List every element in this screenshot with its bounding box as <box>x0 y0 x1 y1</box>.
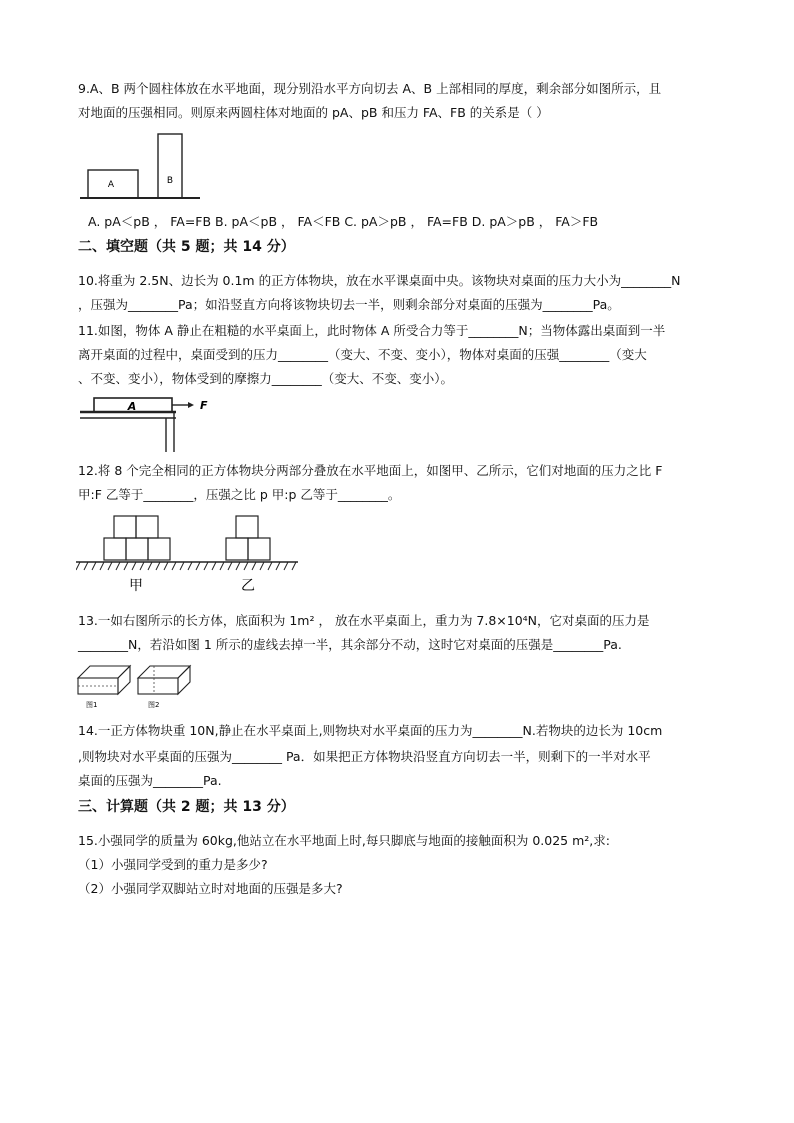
q12-jia-block <box>148 538 170 560</box>
q9-cylinder-b <box>158 134 182 198</box>
section2-title: 二、填空题（共 5 题；共 14 分） <box>78 239 295 255</box>
q13-fig2-top <box>138 666 190 678</box>
q11-line-2: 离开桌面的过程中，桌面受到的压力________（变大、不变、变小），物体对桌面的压强________（变大 <box>78 347 647 362</box>
q11-arrow-head <box>188 402 194 408</box>
q15-line-2: （1）小强同学受到的重力是多少? <box>78 857 268 872</box>
q10-line-1: 10.将重为 2.5N、边长为 0.1m 的正方体物块，放在水平课桌面中央。该物块对桌面的压力大小为________N <box>78 273 681 288</box>
q12-jia-block <box>136 516 158 538</box>
q12-line-2: 甲:F 乙等于________，压强之比 p 甲:p 乙等于________。 <box>78 487 401 502</box>
q10-line-2: ，压强为________Pa；如沿竖直方向将该物块切去一半，则剩余部分对桌面的压强为________Pa。 <box>78 297 620 312</box>
q11-line-3: 、不变、变小），物体受到的摩擦力________（变大、不变、变小）。 <box>78 371 454 386</box>
q11-line-1: 11.如图，物体 A 静止在粗糙的水平桌面上，此时物体 A 所受合力等于________N；当物体露出桌面到一半 <box>78 323 666 338</box>
q9-line-2: 对地面的压强相同。则原来两圆柱体对地面的 pA、pB 和压力 FA、FB 的关系是（ ） <box>78 105 549 120</box>
q13-fig1-top <box>78 666 130 678</box>
section3-title: 三、计算题（共 2 题；共 13 分） <box>78 799 295 815</box>
q14-line-1: 14.一正方体物块重 10N,静止在水平桌面上,则物块对水平桌面的压力为________N.若物块的边长为 10cm <box>78 723 663 738</box>
q13-fig2-side <box>178 666 190 694</box>
q13-fig1-label: 图1 <box>86 701 98 709</box>
q12-label-yi: 乙 <box>241 578 255 594</box>
q14-line-3: 桌面的压强为________Pa. <box>78 773 222 788</box>
q12-jia-block <box>104 538 126 560</box>
q13-fig1-side <box>118 666 130 694</box>
q13-fig2-front <box>138 678 178 694</box>
q11-figure <box>80 394 210 454</box>
q9-line-1: 9.A、B 两个圆柱体放在水平地面，现分别沿水平方向切去 A、B 上部相同的厚度，剩余部分如图所示，且 <box>78 81 662 96</box>
q11-label-a: A <box>127 400 137 413</box>
q9-options: A. pA＜pB ， FA=FB B. pA＜pB ， FA＜FB C. pA＞pB ， FA=FB D. pA＞pB ， FA＞FB <box>88 214 599 229</box>
q13-fig2-label: 图2 <box>148 701 160 709</box>
q11-label-f: F <box>200 399 208 412</box>
q12-label-jia: 甲 <box>129 578 143 594</box>
q15-line-1: 15.小强同学的质量为 60kg,他站立在水平地面上时,每只脚底与地面的接触面积为 0.025 m²,求: <box>78 833 610 848</box>
q14-line-2: ,则物块对水平桌面的压强为________ Pa．如果把正方体物块沿竖直方向切去一半，则剩下的一半对水平 <box>78 749 651 764</box>
q15-line-3: （2）小强同学双脚站立时对地面的压强是多大? <box>78 881 343 896</box>
q9-figure <box>80 130 200 202</box>
q12-jia-block <box>114 516 136 538</box>
q13-figure <box>76 660 194 710</box>
q12-jia-block <box>126 538 148 560</box>
q12-yi-block <box>248 538 270 560</box>
q12-yi-block <box>236 516 258 538</box>
q12-yi-block <box>226 538 248 560</box>
q12-line-1: 12.将 8 个完全相同的正方体物块分两部分叠放在水平地面上，如图甲、乙所示，它们对地面的压力之比 F <box>78 463 663 478</box>
q9-label-a: A <box>107 180 115 190</box>
q12-figure <box>76 512 298 596</box>
q13-line-1: 13.一如右图所示的长方体，底面积为 1m² ， 放在水平桌面上，重力为 7.8×10⁴N，它对桌面的压力是 <box>78 613 650 628</box>
q9-label-b: B <box>166 176 174 186</box>
q13-line-2: ________N，若沿如图 1 所示的虚线去掉一半，其余部分不动，这时它对桌面的压强是________Pa. <box>78 637 622 652</box>
